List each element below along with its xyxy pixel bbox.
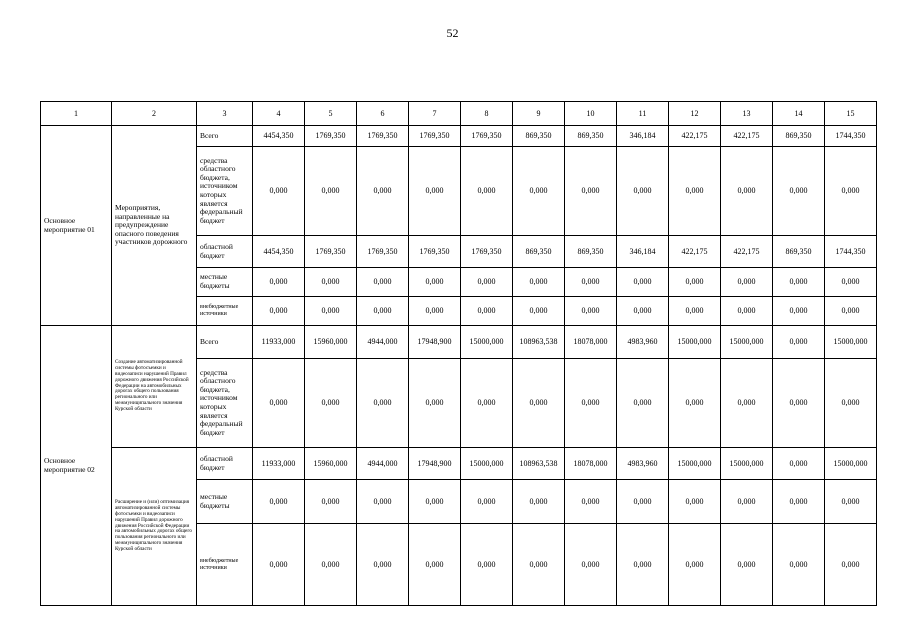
value-cell: 0,000: [669, 268, 721, 297]
value-cell: 0,000: [721, 147, 773, 236]
value-cell: 1769,350: [357, 126, 409, 147]
value-cell: 15000,000: [721, 326, 773, 359]
header-cell: 12: [669, 102, 721, 126]
value-cell: 0,000: [617, 359, 669, 448]
header-row: [41, 102, 877, 126]
funding-source: внебюджетные источники: [197, 524, 253, 606]
value-cell: 0,000: [825, 147, 877, 236]
table-row: [41, 448, 877, 480]
value-cell: 0,000: [669, 359, 721, 448]
funding-table: [40, 101, 877, 606]
value-cell: 0,000: [305, 147, 357, 236]
header-cell: 10: [565, 102, 617, 126]
value-cell: 0,000: [617, 480, 669, 524]
value-cell: 15960,000: [305, 326, 357, 359]
header-cell: 1: [41, 102, 112, 126]
value-cell: 422,175: [721, 236, 773, 268]
value-cell: 0,000: [565, 480, 617, 524]
header-cell: 5: [305, 102, 357, 126]
value-cell: 0,000: [305, 480, 357, 524]
value-cell: 0,000: [773, 480, 825, 524]
value-cell: 0,000: [253, 297, 305, 326]
value-cell: 0,000: [461, 268, 513, 297]
value-cell: 0,000: [357, 147, 409, 236]
value-cell: 18078,000: [565, 448, 617, 480]
value-cell: 4944,000: [357, 448, 409, 480]
value-cell: 0,000: [461, 297, 513, 326]
event-description: Мероприятия, направленные на предупреждение опасного поведения участников дорожного: [112, 126, 197, 326]
funding-source: средства областного бюджета, источником которых является федеральный бюджет: [197, 359, 253, 448]
header-cell: 3: [197, 102, 253, 126]
event-description: Создание автоматизированной системы фотосъемки и видеозаписи нарушений Правил дорожного движения Российской Федерации на автомобильных дорогах общего пользования регионального или межмуниципального значения Курской области: [112, 326, 197, 448]
value-cell: 0,000: [617, 297, 669, 326]
value-cell: 15000,000: [669, 326, 721, 359]
value-cell: 0,000: [513, 147, 565, 236]
value-cell: 0,000: [409, 268, 461, 297]
value-cell: 0,000: [409, 359, 461, 448]
value-cell: 422,175: [669, 126, 721, 147]
value-cell: 0,000: [253, 524, 305, 606]
value-cell: 869,350: [513, 236, 565, 268]
header-cell: 13: [721, 102, 773, 126]
value-cell: 422,175: [721, 126, 773, 147]
value-cell: 0,000: [565, 524, 617, 606]
value-cell: 0,000: [617, 524, 669, 606]
value-cell: 0,000: [721, 524, 773, 606]
value-cell: 0,000: [669, 297, 721, 326]
value-cell: 0,000: [617, 147, 669, 236]
funding-source: Всего: [197, 126, 253, 147]
value-cell: 4454,350: [253, 126, 305, 147]
header-cell: 2: [112, 102, 197, 126]
value-cell: 0,000: [513, 297, 565, 326]
value-cell: 0,000: [513, 524, 565, 606]
value-cell: 0,000: [565, 268, 617, 297]
value-cell: 869,350: [513, 126, 565, 147]
value-cell: 0,000: [773, 359, 825, 448]
value-cell: 0,000: [253, 268, 305, 297]
value-cell: 0,000: [409, 147, 461, 236]
value-cell: 0,000: [773, 147, 825, 236]
value-cell: 0,000: [773, 448, 825, 480]
event-description: Расширение и (или) оптимизация автоматизированной системы фотосъемки и видеозаписи нарушений Правил дорожного движения Российской Федерации на автомобильных дорогах общего пользования регионального или межмуниципального значения Курской области: [112, 448, 197, 606]
value-cell: 0,000: [513, 359, 565, 448]
value-cell: 0,000: [461, 147, 513, 236]
value-cell: 0,000: [669, 524, 721, 606]
value-cell: 0,000: [409, 480, 461, 524]
value-cell: 15000,000: [461, 448, 513, 480]
value-cell: 0,000: [773, 524, 825, 606]
value-cell: 15000,000: [461, 326, 513, 359]
value-cell: 15000,000: [825, 326, 877, 359]
value-cell: 15000,000: [825, 448, 877, 480]
value-cell: 422,175: [669, 236, 721, 268]
value-cell: 4454,350: [253, 236, 305, 268]
event-name: Основное мероприятие 02: [41, 326, 112, 606]
value-cell: 346,184: [617, 236, 669, 268]
value-cell: 1769,350: [305, 126, 357, 147]
value-cell: 0,000: [409, 524, 461, 606]
value-cell: 4983,960: [617, 448, 669, 480]
value-cell: 1769,350: [357, 236, 409, 268]
value-cell: 0,000: [253, 147, 305, 236]
value-cell: 0,000: [513, 268, 565, 297]
value-cell: 0,000: [305, 359, 357, 448]
funding-source: областной бюджет: [197, 236, 253, 268]
value-cell: 17948,900: [409, 326, 461, 359]
header-cell: 11: [617, 102, 669, 126]
value-cell: 18078,000: [565, 326, 617, 359]
value-cell: 0,000: [305, 268, 357, 297]
value-cell: 0,000: [357, 359, 409, 448]
value-cell: 0,000: [305, 524, 357, 606]
header-cell: 4: [253, 102, 305, 126]
value-cell: 15000,000: [721, 448, 773, 480]
value-cell: 0,000: [513, 480, 565, 524]
value-cell: 869,350: [565, 236, 617, 268]
value-cell: 0,000: [669, 147, 721, 236]
value-cell: 108963,538: [513, 448, 565, 480]
value-cell: 1769,350: [409, 126, 461, 147]
value-cell: 1769,350: [461, 236, 513, 268]
value-cell: 0,000: [669, 480, 721, 524]
table-row: [41, 326, 877, 359]
header-cell: 9: [513, 102, 565, 126]
value-cell: 15960,000: [305, 448, 357, 480]
value-cell: 0,000: [721, 268, 773, 297]
value-cell: 869,350: [565, 126, 617, 147]
value-cell: 0,000: [565, 297, 617, 326]
value-cell: 0,000: [773, 268, 825, 297]
value-cell: 4944,000: [357, 326, 409, 359]
value-cell: 11933,000: [253, 448, 305, 480]
value-cell: 0,000: [721, 297, 773, 326]
value-cell: 1769,350: [305, 236, 357, 268]
value-cell: 0,000: [721, 480, 773, 524]
funding-source: внебюджетные источники: [197, 297, 253, 326]
funding-source: местные бюджеты: [197, 480, 253, 524]
value-cell: 0,000: [305, 297, 357, 326]
value-cell: 0,000: [357, 297, 409, 326]
value-cell: 0,000: [565, 147, 617, 236]
value-cell: 0,000: [253, 480, 305, 524]
value-cell: 0,000: [461, 359, 513, 448]
value-cell: 0,000: [357, 524, 409, 606]
value-cell: 1744,350: [825, 236, 877, 268]
funding-source: местные бюджеты: [197, 268, 253, 297]
value-cell: 0,000: [253, 359, 305, 448]
header-cell: 14: [773, 102, 825, 126]
table-row: [41, 126, 877, 147]
value-cell: 0,000: [825, 359, 877, 448]
value-cell: 1769,350: [409, 236, 461, 268]
header-cell: 8: [461, 102, 513, 126]
value-cell: 0,000: [721, 359, 773, 448]
value-cell: 1744,350: [825, 126, 877, 147]
value-cell: 15000,000: [669, 448, 721, 480]
value-cell: 0,000: [357, 480, 409, 524]
value-cell: 0,000: [461, 524, 513, 606]
value-cell: 11933,000: [253, 326, 305, 359]
value-cell: 0,000: [409, 297, 461, 326]
value-cell: 0,000: [617, 268, 669, 297]
value-cell: 0,000: [825, 524, 877, 606]
value-cell: 1769,350: [461, 126, 513, 147]
value-cell: 108963,538: [513, 326, 565, 359]
value-cell: 0,000: [825, 480, 877, 524]
value-cell: 0,000: [357, 268, 409, 297]
header-cell: 7: [409, 102, 461, 126]
header-cell: 6: [357, 102, 409, 126]
page-number: 52: [446, 26, 459, 40]
event-name: Основное мероприятие 01: [41, 126, 112, 326]
value-cell: 869,350: [773, 126, 825, 147]
value-cell: 0,000: [825, 297, 877, 326]
value-cell: 869,350: [773, 236, 825, 268]
header-cell: 15: [825, 102, 877, 126]
funding-source: областной бюджет: [197, 448, 253, 480]
funding-source: средства областного бюджета, источником которых является федеральный бюджет: [197, 147, 253, 236]
value-cell: 17948,900: [409, 448, 461, 480]
value-cell: 0,000: [825, 268, 877, 297]
value-cell: 0,000: [461, 480, 513, 524]
value-cell: 0,000: [773, 326, 825, 359]
value-cell: 0,000: [565, 359, 617, 448]
value-cell: 4983,960: [617, 326, 669, 359]
value-cell: 0,000: [773, 297, 825, 326]
value-cell: 346,184: [617, 126, 669, 147]
funding-source: Всего: [197, 326, 253, 359]
